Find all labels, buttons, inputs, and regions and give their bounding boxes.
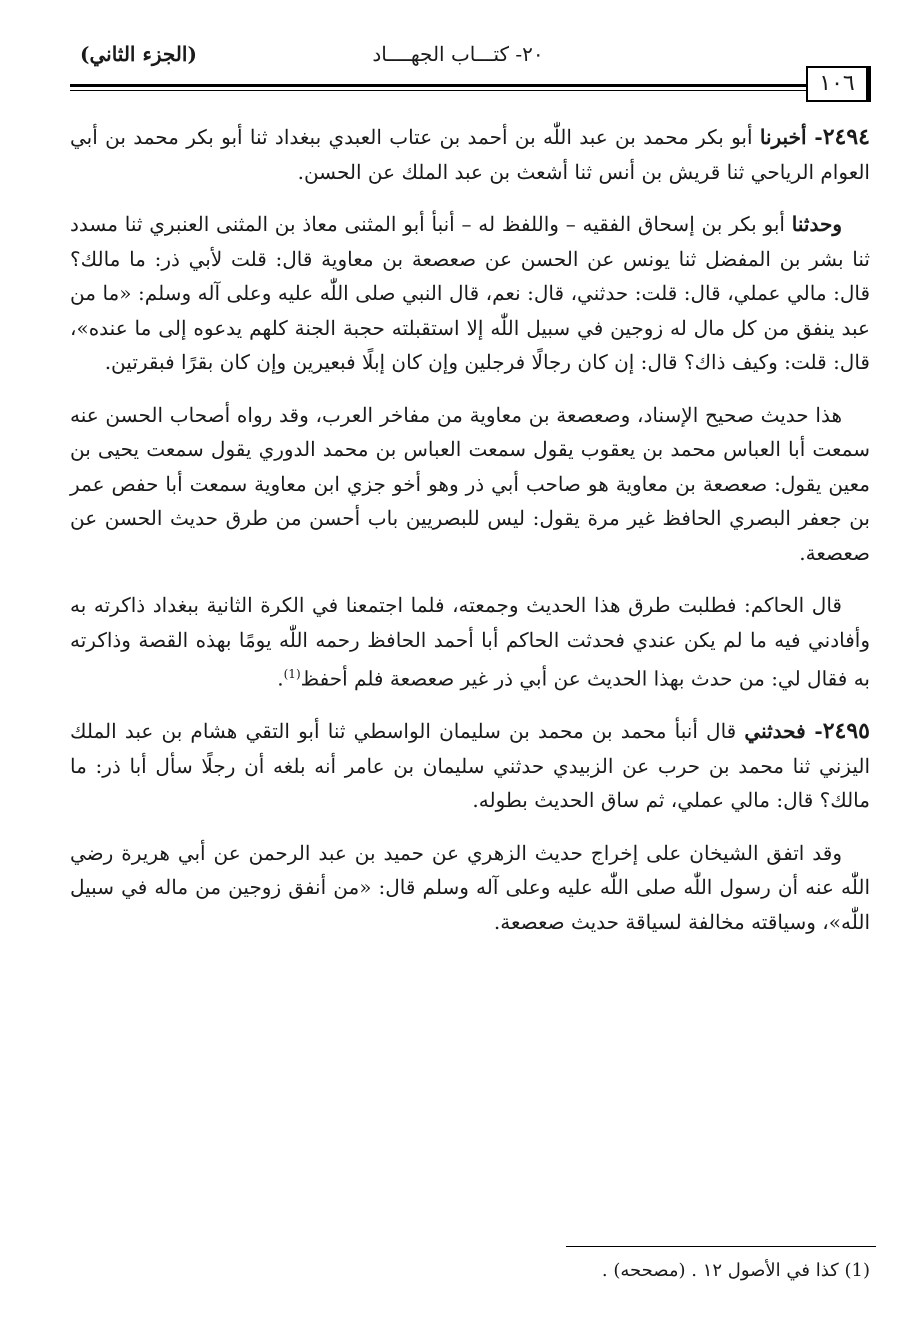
hadith-number: ٢٤٩٤ <box>822 124 870 150</box>
main-text <box>70 120 870 939</box>
footnote <box>70 1260 870 1281</box>
header-rule-thick <box>70 84 846 87</box>
paragraph-shaykhan <box>70 836 870 940</box>
paragraph-text: قال أنبأ محمد بن محمد بن سليمان الواسطي ثنا أبو التقي هشام بن عبد الملك اليزني ثنا محمد بن حرب عن الزبيدي حدثني سليمان بن عامر أنه بلغه أن رجلًا سأل أبا ذر: ما مالك؟ قال: مالي عملي، ثم ساق الحديث بطوله. <box>70 719 870 813</box>
paragraph-text: هذا حديث صحيح الإسناد، وصعصعة بن معاوية من مفاخر العرب، وقد رواه أصحاب الحسن عنه سمعت أبا العباس محمد بن يعقوب يقول سمعت العباس بن محمد الدوري يقول سمعت يحيى بن معين يقول: صعصعة بن معاوية هو صاحب أبي ذر وهو أخو جزي ابن معاوية سمعت أبا حفص عمر بن جعفر البصري الحافظ غير مرة يقول: ليس للبصريين باب أحسن من طرق حديث الحسن عن صعصعة. <box>70 402 871 565</box>
paragraph-wahaddathana <box>70 207 870 380</box>
part-label: (الجزء الثاني) <box>80 42 197 66</box>
chapter-title: ٢٠- كتـــاب الجهــــاد <box>372 42 544 66</box>
paragraph-lead: - فحدثني <box>744 719 823 744</box>
paragraph-text: أبو بكر بن إسحاق الفقيه – واللفظ له – أنبأ أبو المثنى معاذ بن المثنى العنبري ثنا مسدد ثنا بشر بن المفضل ثنا يونس عن الحسن عن صعصعة بن معاوية قال: قلت لأبي ذر: ما مالك؟ قال: مالي عملي، قال: قلت: حدثني، قال: نعم، قال النبي صلى اللّٰه عليه وعلى آله وسلم: «ما من عبد ينفق من كل مال له زوجين في سبيل اللّٰه إلا استقبلته حجبة الجنة كلهم يدعوه إلى ما عنده»، قال: قلت: وكيف ذاك؟ قال: إن كان رجالًا فرجلين وإن كان إبلًا فبعيرين وإن كان بقرًا فبقرتين. <box>70 212 870 374</box>
paragraph-tail: . <box>277 666 284 691</box>
running-head <box>70 40 846 80</box>
paragraph-lead: وحدثنا <box>791 212 842 236</box>
page-number: ١٠٦ <box>806 66 868 102</box>
paragraph-text: قال الحاكم: فطلبت طرق هذا الحديث وجمعته، فلما اجتمعنا في الكرة الثانية ببغداد ذاكرته به وأفادني فيه ما لم يكن عندي فحدثت الحاكم أبا أحمد الحافظ رحمه اللّٰه يومًا بهذه القصة وذاكرته به فقال لي: من حدث بهذا الحديث عن أبي ذر غير صعصعة فلم أحفظ <box>70 593 870 691</box>
paragraph-hadith-2494 <box>70 120 870 189</box>
hadith-number: ٢٤٩٥ <box>822 718 870 745</box>
footnote-ref: (1) <box>283 667 301 681</box>
footnote-marker: (1) <box>844 1260 870 1281</box>
paragraph-text: أبو بكر محمد بن عبد اللّٰه بن أحمد بن عتاب العبدي ببغداد ثنا أبو بكر محمد بن أبي العوام الرياحي ثنا قريش بن أنس ثنا أشعث بن عبد الملك عن الحسن. <box>70 125 870 184</box>
paragraph-lead: - أخبرنا <box>759 125 823 149</box>
paragraph-hakim <box>70 588 870 696</box>
footnote-rule <box>566 1246 876 1247</box>
header-rule-thin <box>70 90 846 91</box>
paragraph-grading <box>70 398 870 571</box>
footnote-text: كذا في الأصول ١٢ . (مصححه) . <box>601 1260 839 1281</box>
paragraph-text: وقد اتفق الشيخان على إخراج حديث الزهري عن حميد بن عبد الرحمن عن أبي هريرة رضي اللّٰه عنه أن رسول اللّٰه صلى اللّٰه عليه وعلى آله وسلم قال: «من أنفق زوجين من ماله في سبيل اللّٰه»، وسياقته مخالفة لسياقة حديث صعصعة. <box>70 840 870 934</box>
paragraph-hadith-2495 <box>70 714 870 818</box>
